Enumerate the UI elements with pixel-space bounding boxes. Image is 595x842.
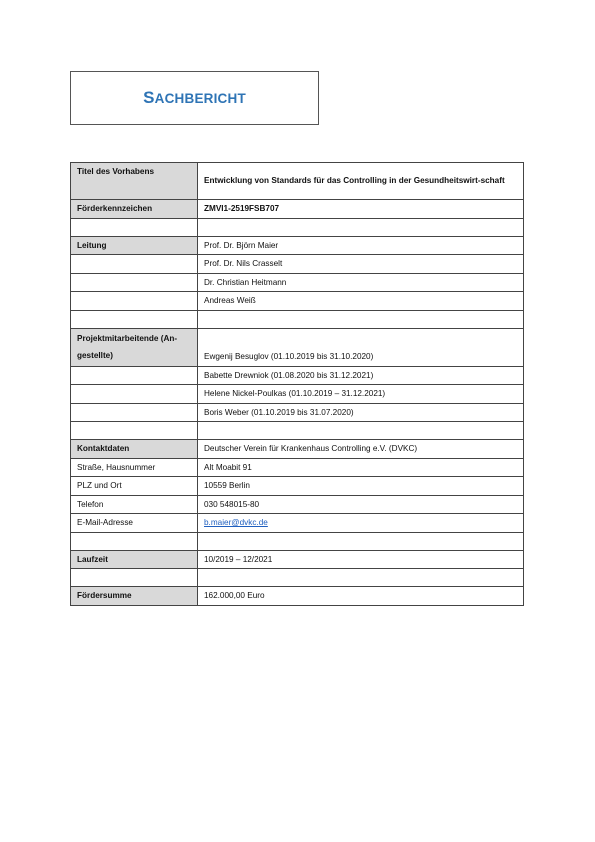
table-row [71,218,524,236]
strasse-value: Alt Moabit 91 [198,458,524,477]
table-row [71,385,524,404]
leitung-value: Prof. Dr. Björn Maier [198,236,524,255]
telefon-value: 030 548015-80 [198,495,524,514]
kontakt-value: Deutscher Verein für Krankenhaus Controlling e.V. (DVKC) [198,440,524,459]
leitung-label: Leitung [71,236,198,255]
leitung-value: Dr. Christian Heitmann [198,273,524,292]
table-row [71,458,524,477]
table-row [71,273,524,292]
titel-value: Entwicklung von Standards für das Controlling in der Gesundheitswirt-schaft [198,163,524,200]
table-row [71,255,524,274]
plz-label: PLZ und Ort [71,477,198,496]
plz-value: 10559 Berlin [198,477,524,496]
mitarbeitende-value: Boris Weber (01.10.2019 bis 31.07.2020) [198,403,524,422]
strasse-label: Straße, Hausnummer [71,458,198,477]
mitarbeitende-value: Ewgenij Besuglov (01.10.2019 bis 31.10.2020) [198,328,524,366]
table-row [71,200,524,219]
table-row [71,292,524,311]
table-row [71,403,524,422]
summe-value: 162.000,00 Euro [198,587,524,606]
mitarbeitende-value: Helene Nickel-Poulkas (01.10.2019 – 31.12.2021) [198,385,524,404]
leitung-value: Andreas Weiß [198,292,524,311]
table-row [71,587,524,606]
table-row [71,328,524,366]
table-row [71,495,524,514]
table-row [71,366,524,385]
table-row [71,514,524,533]
telefon-label: Telefon [71,495,198,514]
leitung-value: Prof. Dr. Nils Crasselt [198,255,524,274]
title-box [70,71,319,125]
kennzeichen-label: Förderkennzeichen [71,200,198,219]
mitarbeitende-label: Projektmitarbeitende (An-gestellte) [71,328,198,366]
table-row [71,236,524,255]
mitarbeitende-value: Babette Drewniok (01.08.2020 bis 31.12.2021) [198,366,524,385]
kontakt-label: Kontaktdaten [71,440,198,459]
laufzeit-label: Laufzeit [71,550,198,569]
table-row [71,422,524,440]
email-label: E-Mail-Adresse [71,514,198,533]
summe-label: Fördersumme [71,587,198,606]
document-title: SACHBERICHT [143,88,246,107]
titel-label: Titel des Vorhabens [71,163,198,200]
table-row [71,550,524,569]
table-row [71,532,524,550]
kennzeichen-value: ZMVI1-2519FSB707 [198,200,524,219]
table-row [71,477,524,496]
email-link[interactable]: b.maier@dvkc.de [204,518,268,527]
table-row [71,569,524,587]
project-info-table [70,162,524,606]
table-row [71,310,524,328]
table-row [71,440,524,459]
table-row [71,163,524,200]
laufzeit-value: 10/2019 – 12/2021 [198,550,524,569]
